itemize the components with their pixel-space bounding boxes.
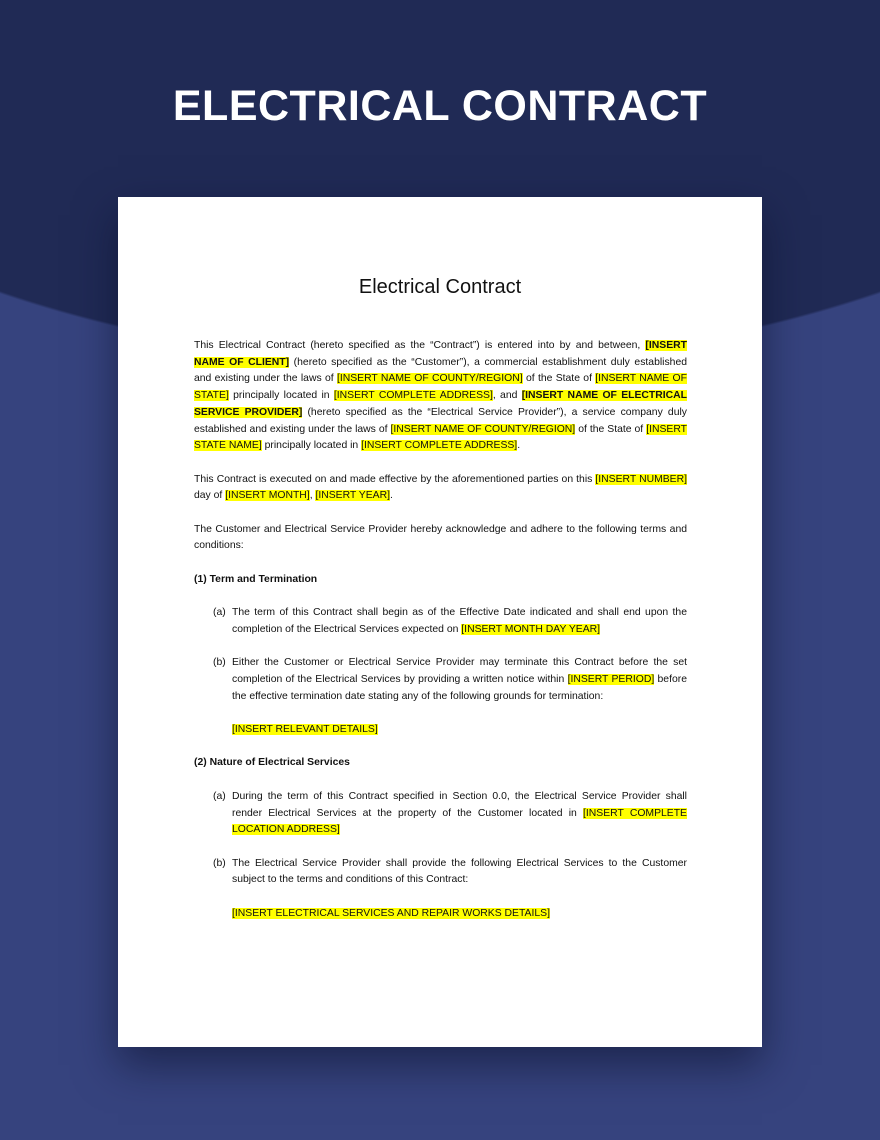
document-body — [194, 338, 687, 939]
text-segment: (2) Nature of Electrical Services — [194, 757, 350, 769]
text-segment: of the State of — [575, 423, 647, 435]
placeholder-field: [INSERT COMPLETE ADDRESS] — [361, 440, 518, 452]
text-segment: . — [517, 440, 521, 452]
placeholder-field: [INSERT COMPLETE ADDRESS] — [333, 390, 493, 402]
text-segment: of the State of — [522, 373, 596, 385]
text-segment: This Contract is executed on and made effective by the aforementioned parties on this — [194, 473, 596, 485]
document-page — [118, 197, 762, 1047]
placeholder-field: [INSERT YEAR] — [315, 490, 390, 502]
placeholder-field: [INSERT NAME OF COUNTY/REGION] — [390, 423, 576, 435]
details-placeholder — [232, 906, 687, 923]
list-item — [213, 856, 687, 889]
list-item — [213, 605, 687, 638]
section-heading — [194, 755, 687, 772]
list-item-label: (b) — [213, 857, 226, 869]
banner-title: ELECTRICAL CONTRACT — [172, 82, 708, 130]
placeholder-field: [INSERT NAME OF STATE] — [194, 373, 687, 402]
text-segment: day of — [194, 490, 226, 502]
list-item — [213, 789, 687, 839]
paragraph — [194, 472, 687, 505]
text-segment: (hereto specified as the “Electrical Service Provider”), a service company duly established and existing under the laws of — [194, 406, 687, 435]
text-segment: before the effective termination date stating any of the following grounds for termination: — [232, 673, 687, 702]
list-item-text — [232, 856, 687, 889]
placeholder-field: [INSERT NAME OF ELECTRICAL SERVICE PROVIDER] — [194, 390, 688, 418]
placeholder-field: [INSERT NUMBER] — [595, 473, 687, 485]
placeholder-field: [INSERT NAME OF COUNTY/REGION] — [336, 373, 523, 385]
details-placeholder — [232, 722, 687, 739]
placeholder-field: [INSERT PERIOD] — [567, 673, 655, 685]
placeholder-field: [INSERT COMPLETE LOCATION ADDRESS] — [232, 807, 687, 836]
paragraph — [194, 522, 687, 555]
text-segment: (hereto specified as the “Customer”), a commercial establishment duly established and existing under the laws of — [194, 356, 687, 385]
text-segment: Either the Customer or Electrical Service Provider may terminate this Contract before the set completion of the Electrical Services by providing a written notice within — [232, 657, 687, 685]
placeholder-field: [INSERT MONTH DAY YEAR] — [461, 623, 601, 635]
text-segment: (1) Term and Termination — [194, 573, 318, 585]
text-segment: This Electrical Contract (hereto specified as the “Contract”) is entered into by and between, — [194, 340, 646, 351]
text-segment: The term of this Contract shall begin as of the Effective Date indicated and shall end upon the completion of the Electrical Services expected on — [232, 607, 687, 635]
list-item-label: (b) — [213, 657, 226, 669]
placeholder-field: [INSERT STATE NAME] — [194, 423, 687, 452]
placeholder-field: [INSERT MONTH] — [225, 490, 310, 502]
list-item-label: (a) — [213, 607, 226, 619]
list-item-text — [232, 605, 687, 638]
list-item-text — [232, 789, 687, 839]
placeholder-field: [INSERT ELECTRICAL SERVICES AND REPAIR WORKS DETAILS] — [232, 907, 550, 919]
text-segment: . — [389, 490, 393, 502]
list-item-label: (a) — [213, 790, 226, 802]
text-segment: The Customer and Electrical Service Provider hereby acknowledge and adhere to the following terms and conditions: — [194, 523, 687, 552]
text-segment: , — [309, 490, 316, 502]
placeholder-field: [INSERT NAME OF CLIENT] — [194, 340, 687, 368]
text-segment: The Electrical Service Provider shall provide the following Electrical Services to the Customer subject to the terms and conditions of this Contract: — [232, 857, 687, 886]
text-segment: principally located in — [228, 390, 334, 402]
text-segment: During the term of this Contract specified in Section 0.0, the Electrical Service Provider shall render Electrical Services at the property of the Customer located in — [232, 790, 687, 819]
list-item — [213, 655, 687, 705]
paragraph — [194, 338, 687, 455]
text-segment: principally located in — [261, 440, 362, 452]
text-segment: , and — [492, 390, 522, 402]
document-title: Electrical Contract — [358, 276, 522, 298]
list-item-text — [232, 655, 687, 705]
section-heading — [194, 572, 687, 589]
placeholder-field: [INSERT RELEVANT DETAILS] — [232, 724, 378, 736]
